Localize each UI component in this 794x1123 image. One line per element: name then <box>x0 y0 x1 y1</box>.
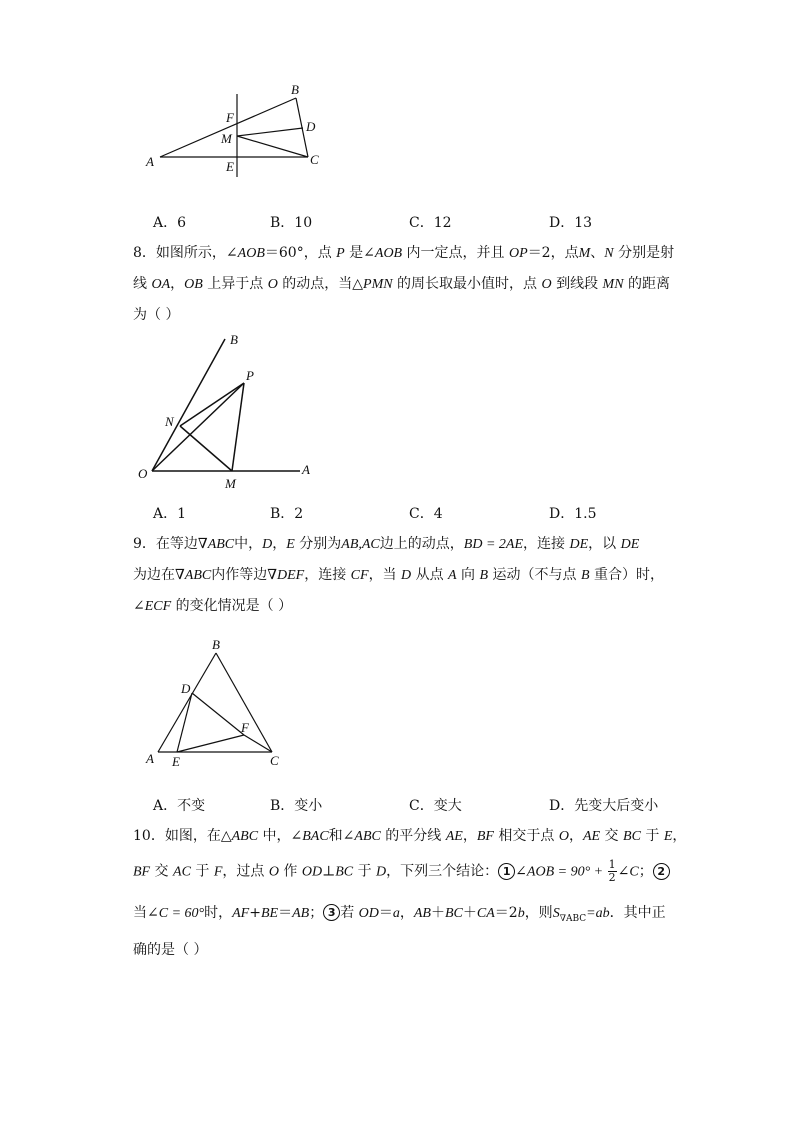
q10-line-2: BF 交 AC 于 F，过点 O 作 OD⊥BC 于 D，下列三个结论： 1 ∠AOB = 90° + $\frac{1}{2}$ ∠C； 2 <box>133 859 670 884</box>
q7-figure <box>140 80 340 180</box>
conclusion-2-marker: 2 <box>653 863 670 880</box>
q7-line-MC <box>237 136 308 157</box>
q8-figure <box>130 325 330 495</box>
q7-label-B: B <box>291 82 299 97</box>
q8-line-1: 8．如图所示，∠AOB＝60°，点 P 是∠AOB 内一定点，并且 OP＝2，点M、N 分别是射 <box>133 245 675 261</box>
q7-label-D: D <box>306 119 316 134</box>
q9-label-D: D <box>181 681 191 696</box>
q9-line-3: ∠ECF 的变化情况是（ ） <box>133 598 293 614</box>
q10-line-3: 当∠C = 60°时，AF+BE＝AB； 3 若 OD＝a，AB＋BC＋CA＝2b，则$S_{\nabla ABC}=ab$．其中正 <box>133 905 666 924</box>
q8-line-2: 线 OA，OB 上异于点 O 的动点，当△PMN 的周长取最小值时，点 O 到线段 MN 的距离 <box>133 276 670 292</box>
q8-line-3: 为（ ） <box>133 307 180 323</box>
q7-option-d[interactable]: D．13 <box>549 215 593 231</box>
q7-label-A: A <box>146 154 154 169</box>
q8-option-b[interactable]: B．2 <box>270 506 304 522</box>
q7-option-a[interactable]: A．6 <box>153 215 187 231</box>
q8-segment-PM <box>232 383 244 471</box>
q7-label-M: M <box>221 131 232 146</box>
q8-label-B: B <box>230 332 238 347</box>
q10-line-1: 10．如图，在△ABC 中，∠BAC和∠ABC 的平分线 AE，BF 相交于点 O，AE 交 BC 于 E， <box>133 828 687 844</box>
q9-label-A: A <box>146 751 154 766</box>
q9-label-E: E <box>172 754 180 769</box>
q7-label-C: C <box>310 152 319 167</box>
q7-line-MD <box>237 128 303 136</box>
q8-label-N: N <box>165 414 174 429</box>
q8-label-O: O <box>138 466 148 481</box>
q9-figure <box>140 635 300 775</box>
conclusion-1-marker: 1 <box>498 863 515 880</box>
q8-option-d[interactable]: D．1.5 <box>549 506 597 522</box>
q9-option-a[interactable]: A．不变 <box>153 798 206 814</box>
q8-option-c[interactable]: C．4 <box>409 506 443 522</box>
q9-label-F: F <box>241 720 249 735</box>
q10-line-4: 确的是（ ） <box>133 942 208 958</box>
q8-label-P: P <box>246 368 254 383</box>
q9-side-BC <box>216 653 272 752</box>
q8-label-A: A <box>302 462 310 477</box>
q7-option-c[interactable]: C．12 <box>409 215 452 231</box>
q8-segment-NM <box>180 426 232 471</box>
q7-label-F: F <box>226 110 234 125</box>
q7-line-AB <box>160 98 296 157</box>
q9-option-c[interactable]: C．变大 <box>409 798 462 814</box>
q7-option-b[interactable]: B．10 <box>270 215 313 231</box>
q9-label-B: B <box>212 637 220 652</box>
fraction-one-half: $\frac{1}{2}$ <box>608 858 616 884</box>
q9-segment-DE <box>177 693 192 752</box>
q8-ray-OB <box>152 339 225 471</box>
q9-segment-EF <box>177 735 244 752</box>
q8-label-M: M <box>225 476 236 491</box>
q9-line-2: 为边在∇ABC内作等边∇DEF，连接 CF，当 D 从点 A 向 B 运动（不与点 B 重合）时， <box>133 567 664 583</box>
q7-label-E: E <box>226 159 234 174</box>
q8-options <box>0 503 794 523</box>
q9-option-b[interactable]: B．变小 <box>270 798 323 814</box>
conclusion-3-marker: 3 <box>323 904 340 921</box>
q9-line-1: 9．在等边∇ABC中，D，E 分别为AB,AC边上的动点，BD = 2AE，连接 DE，以 DE <box>133 536 640 552</box>
q9-option-d[interactable]: D．先变大后变小 <box>549 798 659 814</box>
q7-options <box>0 212 794 232</box>
q9-options <box>0 795 794 815</box>
q9-segment-DF <box>192 693 244 735</box>
q9-label-C: C <box>270 753 279 768</box>
q9-side-AB <box>158 653 216 752</box>
q8-option-a[interactable]: A．1 <box>153 506 187 522</box>
